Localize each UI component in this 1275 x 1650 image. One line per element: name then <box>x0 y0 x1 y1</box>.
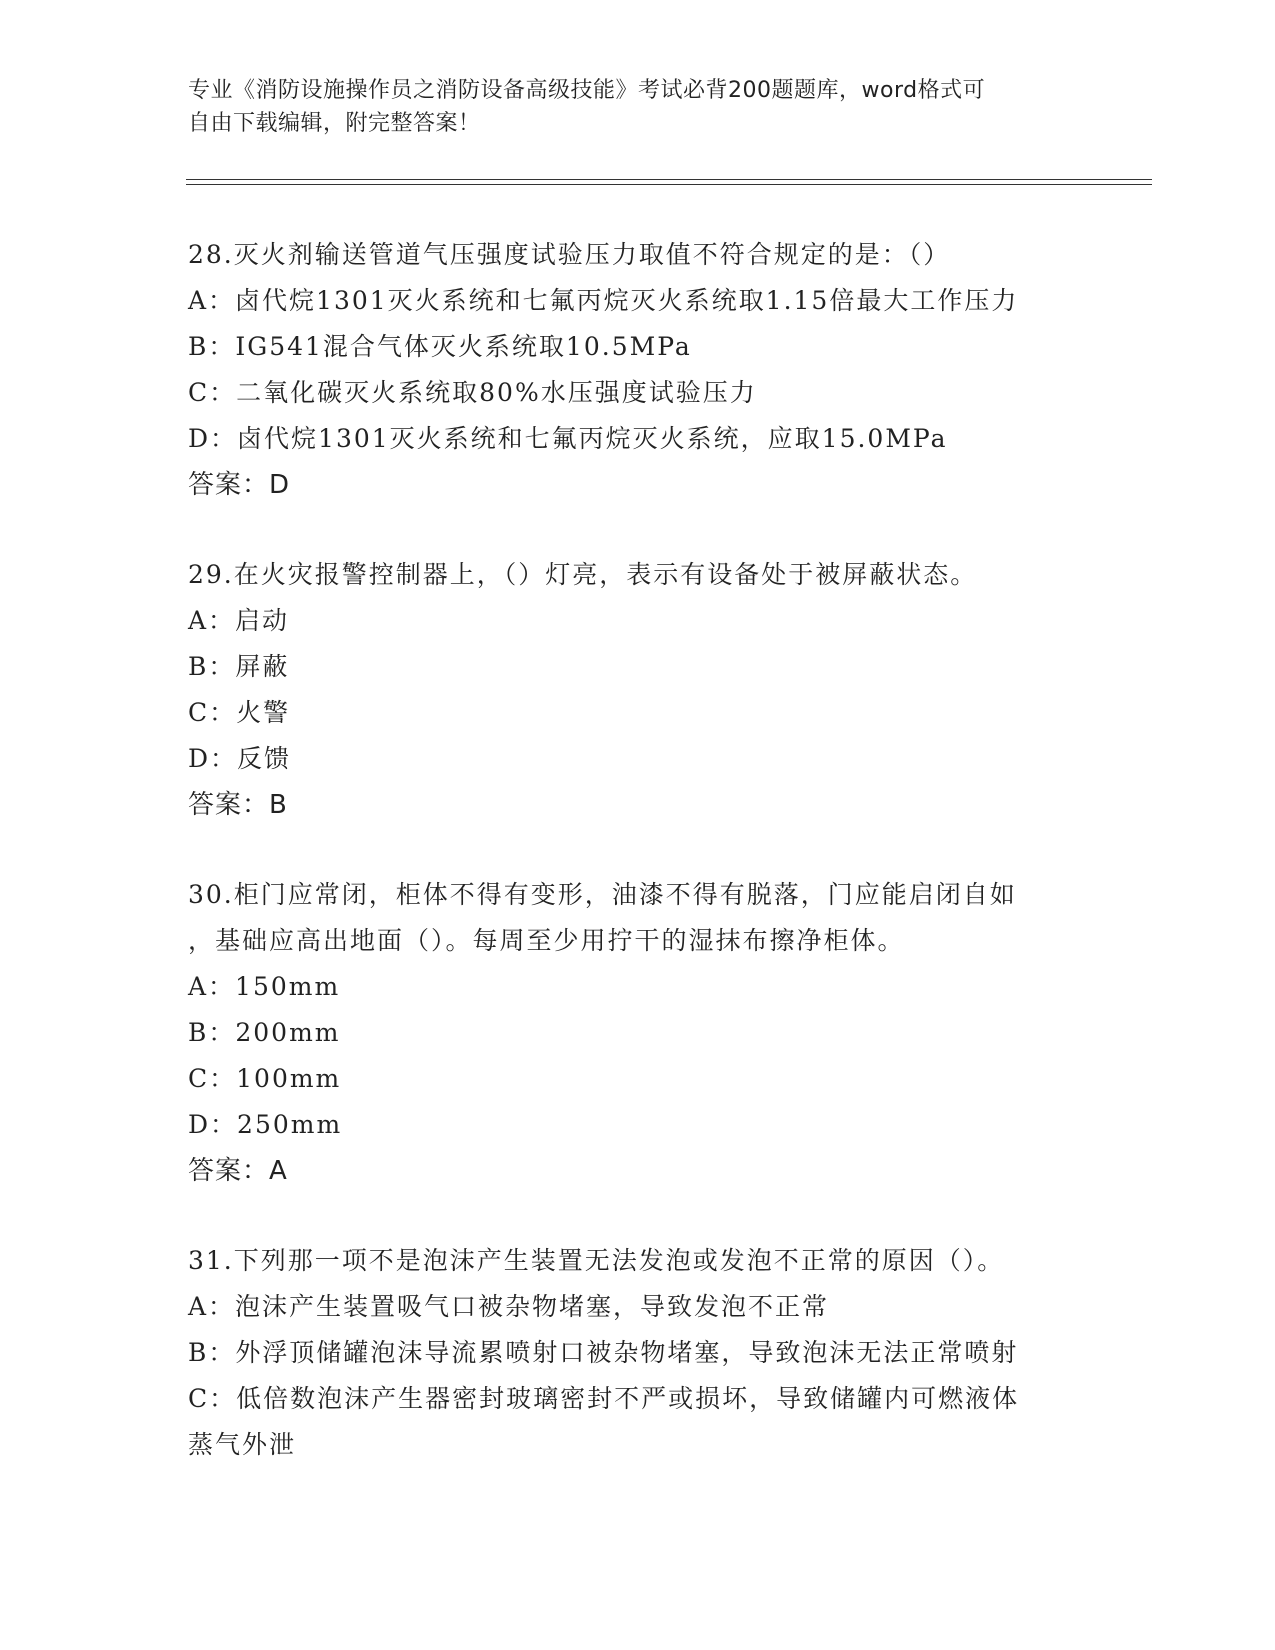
option-a: A：150mm <box>188 972 341 1001</box>
option-b: B：屏蔽 <box>188 652 290 681</box>
option-a: A：启动 <box>188 606 290 635</box>
question-stem: 31.下列那一项不是泡沫产生装置无法发泡或发泡不正常的原因（）。 <box>188 1246 1005 1275</box>
option-c: C：二氧化碳灭火系统取80%水压强度试验压力 <box>188 378 757 407</box>
question-29 <box>188 552 1088 828</box>
question-31 <box>188 1238 1088 1468</box>
option-c: C：100mm <box>188 1064 342 1093</box>
option-c: C：低倍数泡沫产生器密封玻璃密封不严或损坏，导致储罐内可燃液体 <box>188 1384 1020 1413</box>
question-stem: 29.在火灾报警控制器上，（）灯亮，表示有设备处于被屏蔽状态。 <box>188 560 978 589</box>
header-line-2: 自由下载编辑，附完整答案！ <box>188 111 481 136</box>
question-stem: 30.柜门应常闭，柜体不得有变形，油漆不得有脱落，门应能启闭自如 <box>188 880 1017 909</box>
option-c: C：火警 <box>188 698 291 727</box>
option-d: D：反馈 <box>188 744 292 773</box>
question-list <box>188 232 1088 1512</box>
question-stem: 28.灭火剂输送管道气压强度试验压力取值不符合规定的是：（） <box>188 240 951 269</box>
header-divider-top <box>186 179 1152 180</box>
option-a: A：卤代烷1301灭火系统和七氟丙烷灭火系统取1.15倍最大工作压力 <box>188 286 1019 315</box>
option-a: A：泡沫产生装置吸气口被杂物堵塞，导致发泡不正常 <box>188 1292 830 1321</box>
question-30 <box>188 872 1088 1194</box>
option-b: B：200mm <box>188 1018 341 1047</box>
header-line-1: 专业《消防设施操作员之消防设备高级技能》考试必背200题题库，word格式可 <box>188 78 986 103</box>
option-c-continued: 蒸气外泄 <box>188 1430 297 1459</box>
document-header <box>188 74 1088 140</box>
option-d: D：250mm <box>188 1110 343 1139</box>
option-b: B：外浮顶储罐泡沫导流累喷射口被杂物堵塞，导致泡沫无法正常喷射 <box>188 1338 1019 1367</box>
option-d: D：卤代烷1301灭火系统和七氟丙烷灭火系统，应取15.0MPa <box>188 424 948 453</box>
answer: 答案：B <box>188 790 288 820</box>
option-b: B：IG541混合气体灭火系统取10.5MPa <box>188 332 692 361</box>
answer: 答案：A <box>188 1156 288 1186</box>
header-divider-bottom <box>186 184 1152 185</box>
question-28 <box>188 232 1088 508</box>
question-stem-continued: ，基础应高出地面（）。每周至少用拧干的湿抹布擦净柜体。 <box>188 926 905 955</box>
answer: 答案：D <box>188 470 291 500</box>
